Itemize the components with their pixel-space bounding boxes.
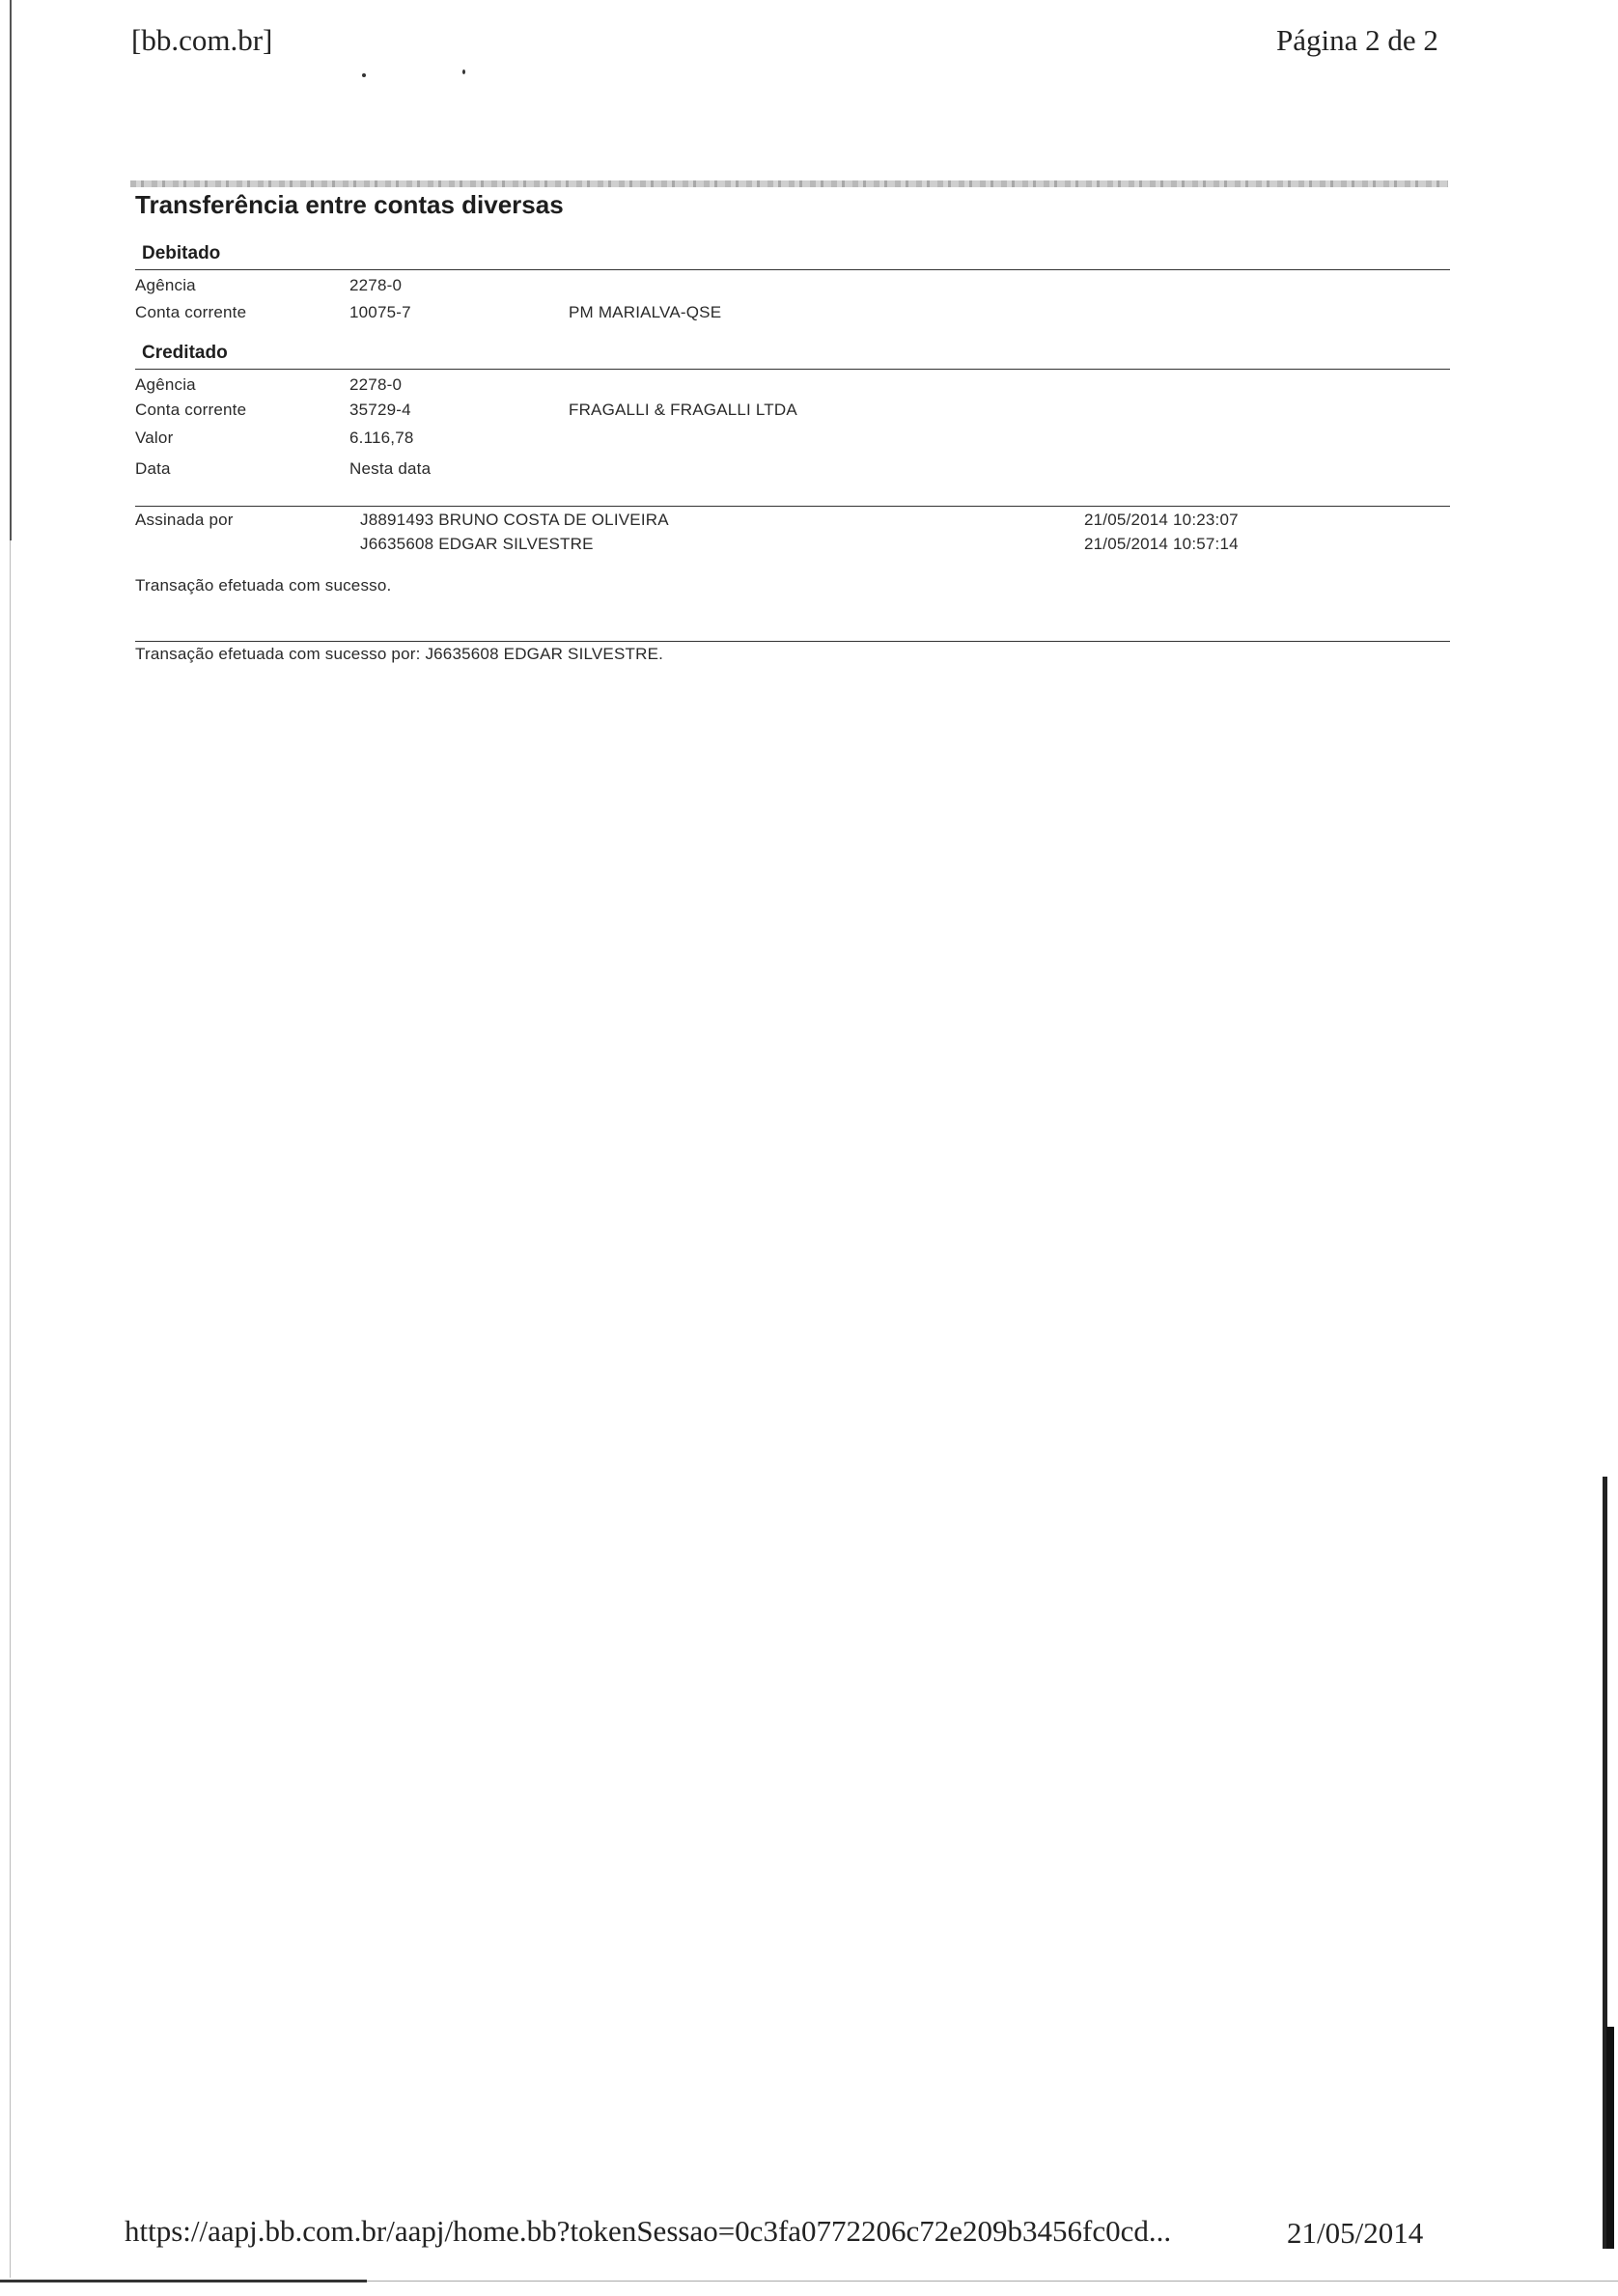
debitado-agencia-label: Agência — [135, 276, 196, 294]
document-title: Transferência entre contas diversas — [135, 190, 564, 219]
data-value: Nesta data — [349, 459, 432, 478]
debitado-heading: Debitado — [142, 243, 221, 263]
divider — [135, 506, 1450, 507]
creditado-conta-label: Conta corrente — [135, 401, 247, 419]
divider — [135, 269, 1450, 270]
debitado-conta-value: 10075-7 — [349, 303, 411, 321]
scan-edge-bottom — [0, 2280, 367, 2282]
valor-value: 6.116,78 — [349, 429, 414, 447]
status-message: Transação efetuada com sucesso. — [135, 576, 392, 595]
scan-edge-right-dark — [1606, 2027, 1614, 2249]
signer-timestamp: 21/05/2014 10:23:07 — [1084, 511, 1239, 529]
divider — [135, 641, 1450, 642]
signer-name: J8891493 BRUNO COSTA DE OLIVEIRA — [360, 511, 669, 529]
signer-name: J6635608 EDGAR SILVESTRE — [360, 535, 594, 553]
creditado-agencia-label: Agência — [135, 375, 196, 394]
creditado-agencia-value: 2278-0 — [349, 375, 403, 394]
scan-edge-left — [10, 0, 12, 540]
scan-edge-bottom-faint — [367, 2281, 1618, 2282]
assinada-por-label: Assinada por — [135, 511, 234, 529]
site-header: [bb.com.br] — [131, 23, 273, 57]
page-indicator: Página 2 de 2 — [1276, 23, 1438, 57]
scan-speck — [362, 73, 366, 77]
debitado-agencia-value: 2278-0 — [349, 276, 403, 294]
debitado-conta-label: Conta corrente — [135, 303, 247, 321]
scan-edge-left-faint — [10, 540, 11, 2278]
valor-label: Valor — [135, 429, 174, 447]
scan-speck — [462, 69, 465, 74]
creditado-titular: FRAGALLI & FRAGALLI LTDA — [569, 401, 797, 419]
debitado-titular: PM MARIALVA-QSE — [569, 303, 722, 321]
creditado-heading: Creditado — [142, 343, 228, 363]
final-message: Transação efetuada com sucesso por: J6635608 EDGAR SILVESTRE. — [135, 645, 664, 663]
footer-date: 21/05/2014 — [1287, 2216, 1424, 2250]
footer-url: https://aapj.bb.com.br/aapj/home.bb?tokenSessao=0c3fa0772206c72e209b3456fc0cd... — [125, 2214, 1172, 2248]
signer-timestamp: 21/05/2014 10:57:14 — [1084, 535, 1239, 553]
creditado-conta-value: 35729-4 — [349, 401, 411, 419]
divider — [135, 369, 1450, 370]
data-label: Data — [135, 459, 171, 478]
title-band — [130, 180, 1448, 187]
